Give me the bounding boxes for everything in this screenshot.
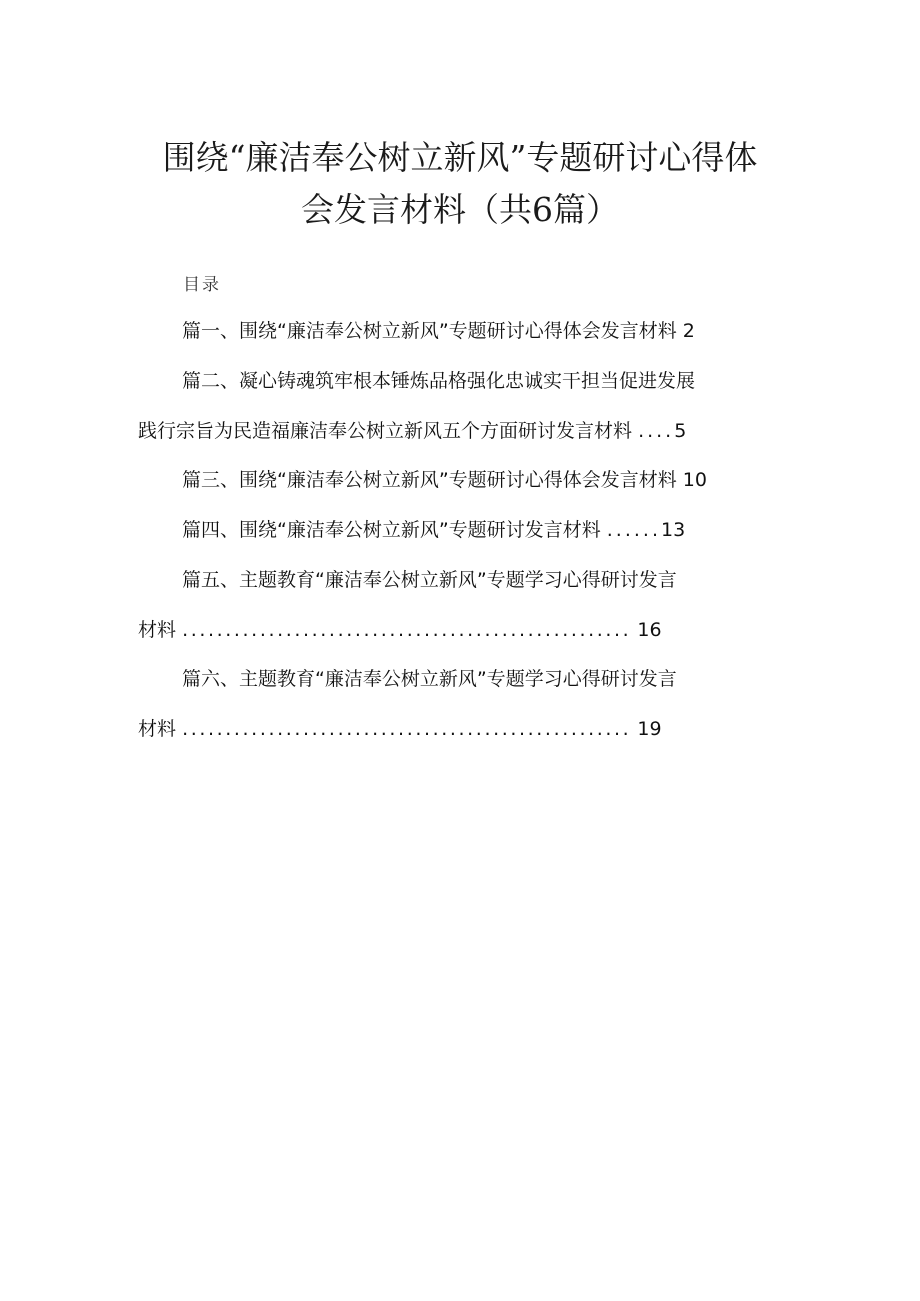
title-line-2: 会发言材料（共6篇） — [301, 190, 619, 229]
toc-entry-2-line-1[interactable] — [182, 368, 695, 394]
toc-entry-1[interactable] — [182, 318, 695, 344]
toc-entry-5-page: 16 — [637, 619, 662, 641]
toc-entry-1-text: 篇一、围绕“廉洁奉公树立新风”专题研讨心得体会发言材料 — [182, 320, 677, 342]
toc-entry-1-page: 2 — [682, 320, 695, 342]
toc-entry-6-line-2[interactable] — [138, 716, 662, 742]
toc-entry-6-text-1: 篇六、主题教育“廉洁奉公树立新风”专题学习心得研讨发言 — [182, 668, 677, 690]
toc-entry-3[interactable] — [182, 467, 707, 493]
toc-entry-5-text-2: 材料 — [138, 619, 177, 641]
title-line-1: 围绕“廉洁奉公树立新风”专题研讨心得体 — [162, 138, 758, 177]
toc-entry-5-line-2[interactable] — [138, 617, 662, 643]
toc-heading: 目录 — [183, 275, 221, 295]
toc-entry-2-text-1: 篇二、凝心铸魂筑牢根本锤炼品格强化忠诚实干担当促进发展 — [182, 370, 696, 392]
toc-entry-4-text: 篇四、围绕“廉洁奉公树立新风”专题研讨发言材料 — [182, 519, 601, 541]
toc-entry-3-text: 篇三、围绕“廉洁奉公树立新风”专题研讨心得体会发言材料 — [182, 469, 677, 491]
toc-entry-2-text-2: 践行宗旨为民造福廉洁奉公树立新风五个方面研讨发言材料 — [138, 420, 633, 442]
document-title — [0, 132, 920, 236]
toc-entry-6-text-2: 材料 — [138, 718, 177, 740]
toc-entry-4[interactable] — [182, 517, 685, 543]
toc-entry-2-line-2[interactable] — [138, 418, 686, 444]
toc-entry-2-page: 5 — [674, 420, 687, 442]
toc-entry-4-leader: ...... — [606, 519, 661, 541]
toc-entry-5-leader: .................................................... — [182, 619, 632, 641]
toc-entry-6-leader: .................................................... — [182, 718, 632, 740]
toc-entry-6-line-1[interactable] — [182, 666, 677, 692]
toc-entry-5-text-1: 篇五、主题教育“廉洁奉公树立新风”专题学习心得研讨发言 — [182, 569, 677, 591]
toc-entry-2-leader: .... — [638, 420, 675, 442]
toc-entry-5-line-1[interactable] — [182, 567, 677, 593]
toc-entry-3-page: 10 — [682, 469, 707, 491]
toc-entry-6-page: 19 — [637, 718, 662, 740]
toc-entry-4-page: 13 — [661, 519, 686, 541]
